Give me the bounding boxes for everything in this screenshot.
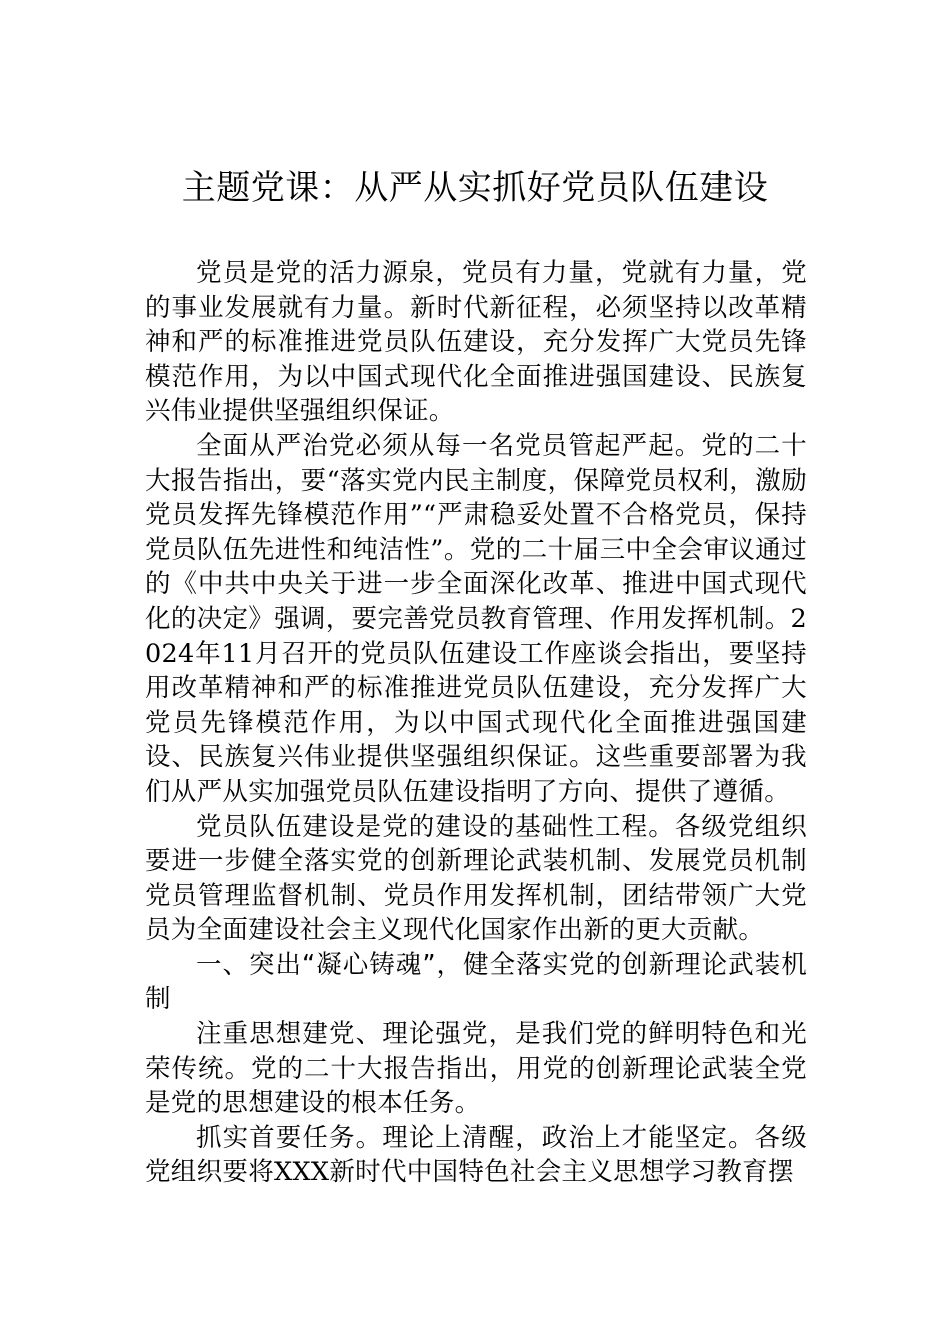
section-heading-1: 一、突出“凝心铸魂”，健全落实党的创新理论武装机制 (145, 949, 807, 1015)
paragraph-foundation: 党员队伍建设是党的建设的基础性工程。各级党组织要进一步健全落实党的创新理论武装机制、发展党员机制党员管理监督机制、党员作用发挥机制，团结带领广大党员为全面建设社会主义现代化国家作出新的更大贡献。 (145, 811, 807, 946)
paragraph-ideology: 注重思想建党、理论强党，是我们党的鲜明特色和光荣传统。党的二十大报告指出，用党的创新理论武装全党是党的思想建设的根本任务。 (145, 1019, 807, 1119)
paragraph-intro: 党员是党的活力源泉，党员有力量，党就有力量，党的事业发展就有力量。新时代新征程，必须坚持以改革精神和严的标准推进党员队伍建设，充分发挥广大党员先锋模范作用，为以中国式现代化全面推进强国建设、民族复兴伟业提供坚强组织保证。 (145, 258, 807, 427)
document-title: 主题党课：从严从实抓好党员队伍建设 (181, 168, 769, 208)
paragraph-requirements: 全面从严治党必须从每一名党员管起严起。党的二十大报告指出，要“落实党内民主制度，保障党员权利，激励党员发挥先锋模范作用”“严肃稳妥处置不合格党员，保持党员队伍先进性和纯洁性”。党的二十届三中全会审议通过的《中共中央关于进一步全面深化改革、推进中国式现代化的决定》强调，要完善党员教育管理、作用发挥机制。2024年11月召开的党员队伍建设工作座谈会指出，要坚持用改革精神和严的标准推进党员队伍建设，充分发挥广大党员先锋模范作用，为以中国式现代化全面推进强国建设、民族复兴伟业提供坚强组织保证。这些重要部署为我们从严从实加强党员队伍建设指明了方向、提供了遵循。 (145, 430, 807, 807)
paragraph-primary-task: 抓实首要任务。理论上清醒，政治上才能坚定。各级党组织要将XXX新时代中国特色社会主义思想学习教育摆 (145, 1122, 807, 1188)
document-body (145, 256, 807, 1190)
